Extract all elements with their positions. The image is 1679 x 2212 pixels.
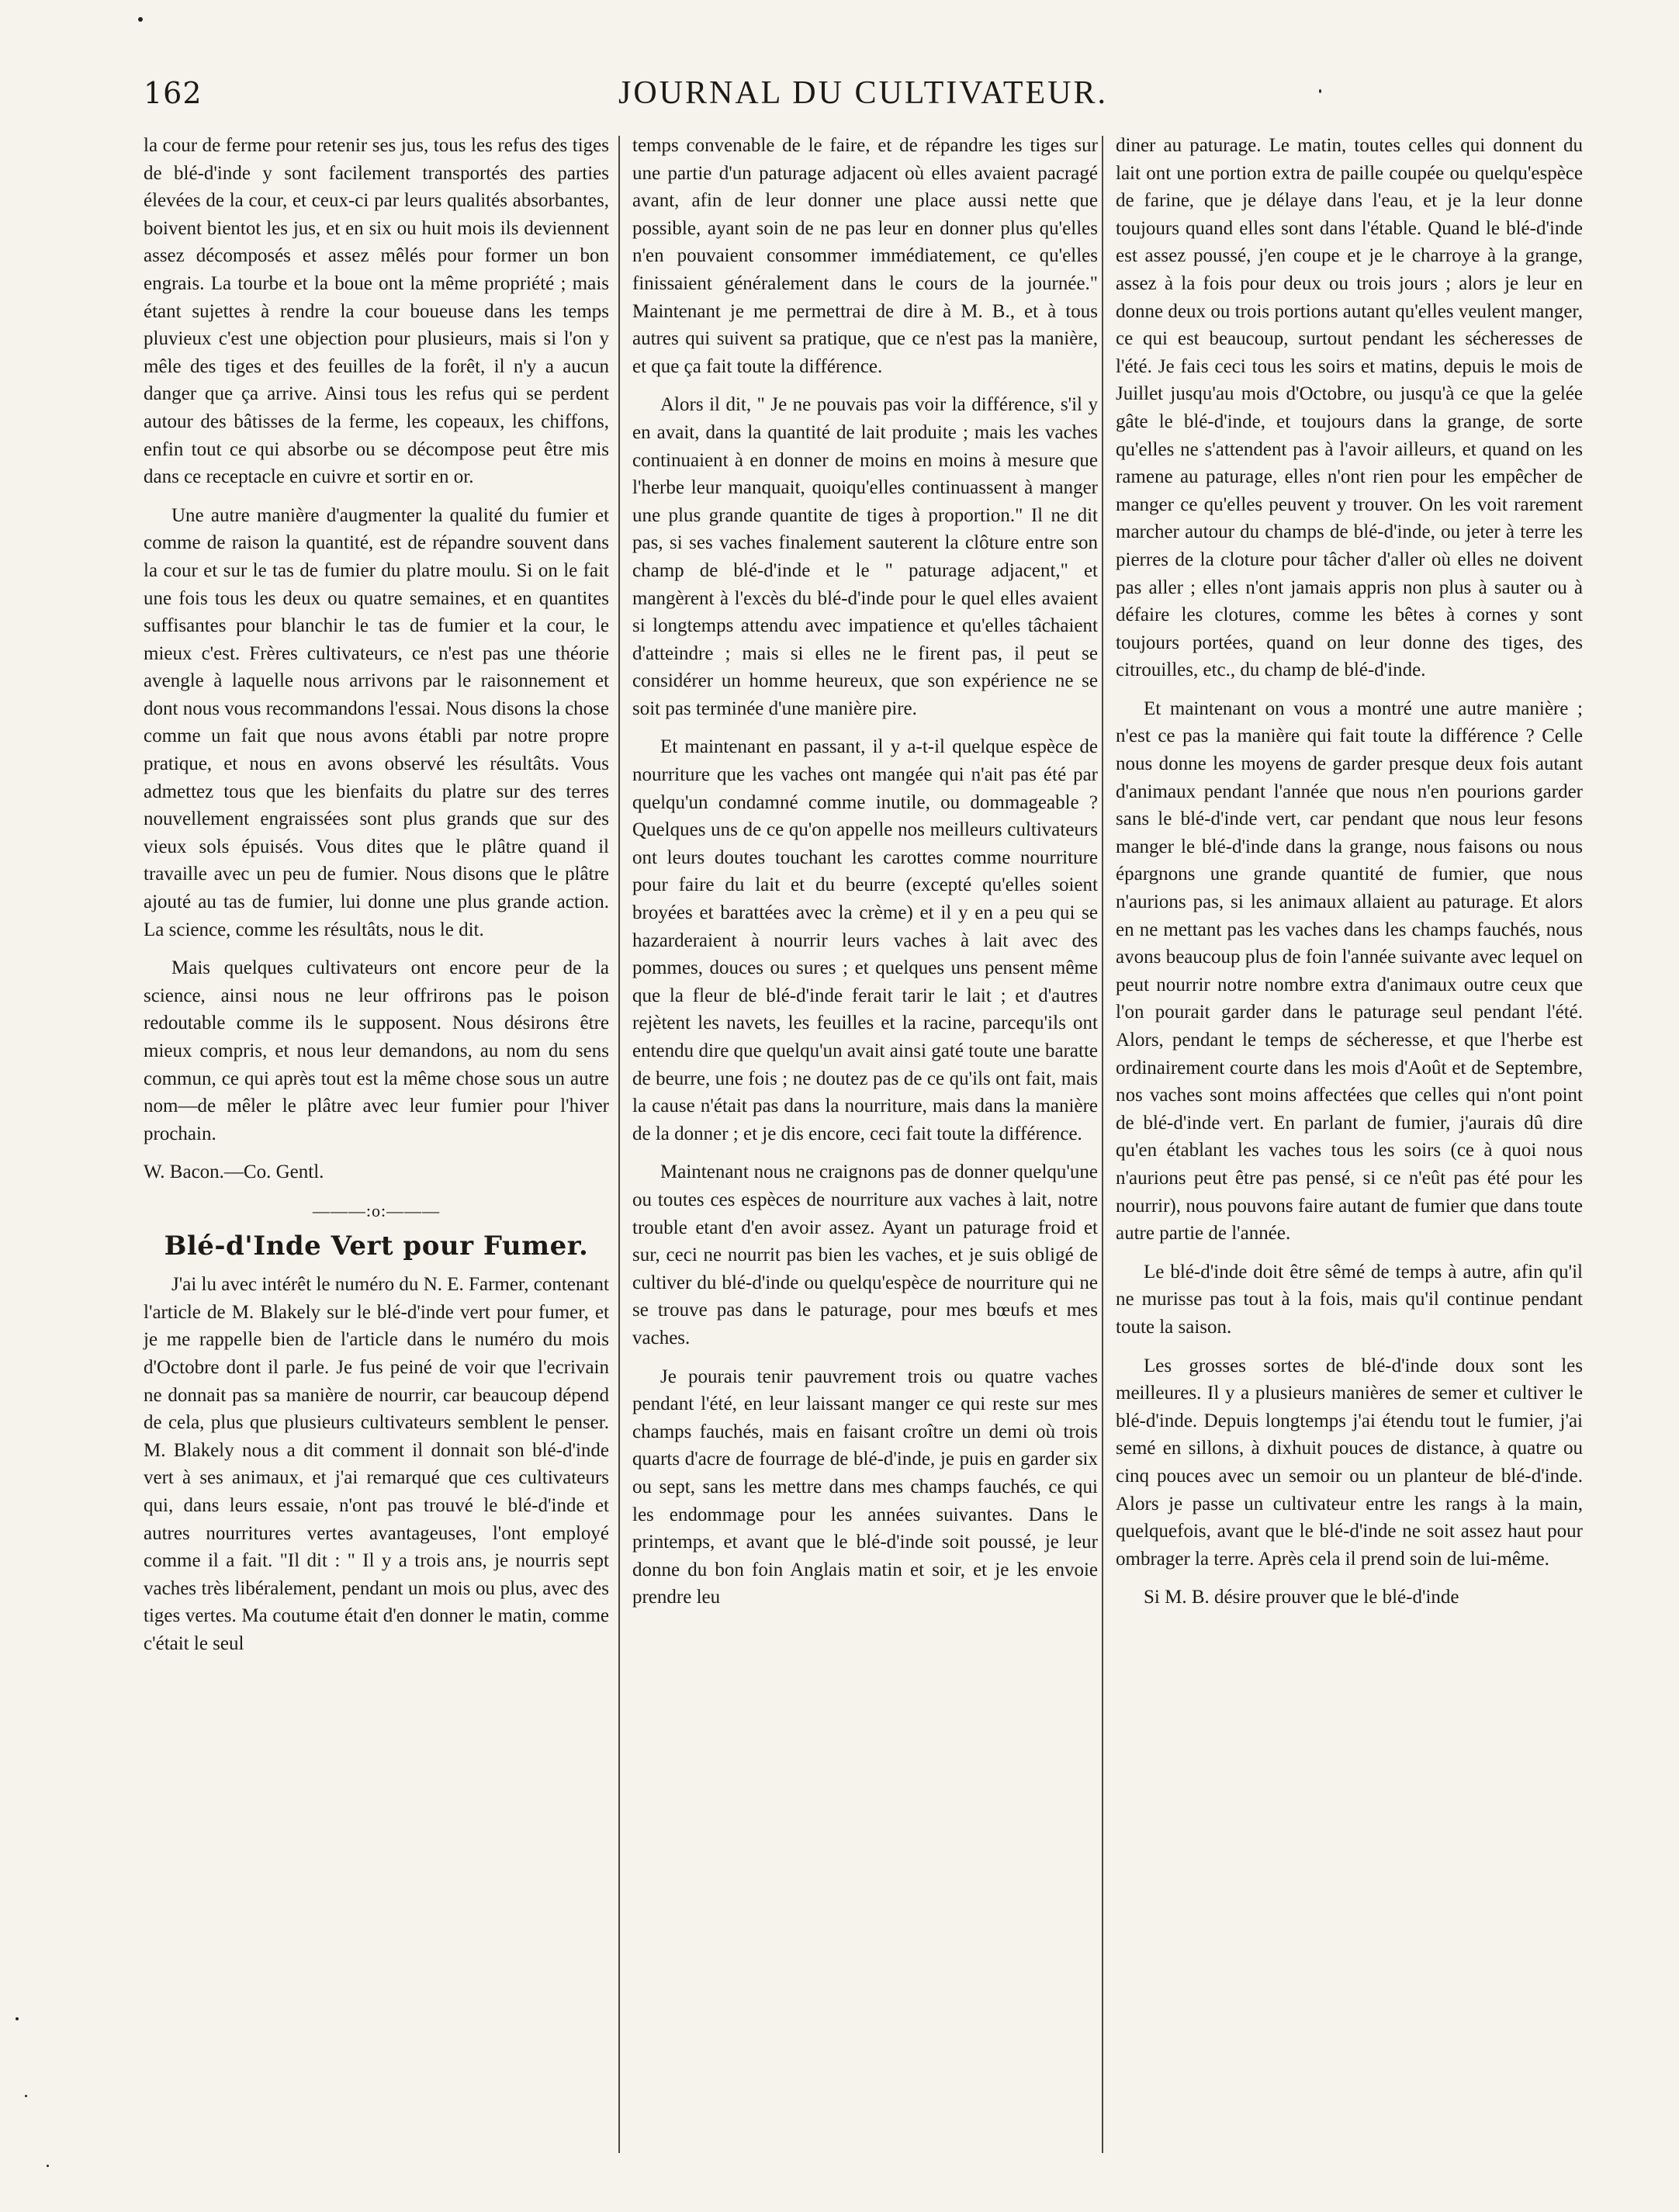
column-right	[1116, 132, 1583, 1622]
paragraph: Maintenant nous ne craignons pas de donner quelqu'une ou toutes ces espèces de nourriture aux vaches à lait, notre trouble etant d'en avoir assez. Ayant un paturage froid et sur, ceci ne nourrit pas bien les vaches, et je suis obligé de cultiver du blé-d'inde ou quelqu'espèce de nourriture qui ne se trouve pas dans le paturage, pour mes bœufs et mes vaches.	[632, 1161, 1098, 1348]
paragraph: Et maintenant en passant, il y a-t-il quelque espèce de nourriture que les vaches ont mangée qui n'ait pas été par quelqu'un condamné comme inutile, ou dommageable ? Quelques uns de ce qu'on appelle nos meilleurs cultivateurs ont leurs doutes touchant les carottes comme nourriture pour faire du lait et du beurre (excepté qu'elles soient broyées et barattées avec la crème) et il y en a peu qui se hazarderaient à nourrir leurs vaches à lait avec des pommes, douces ou sures ; et quelques uns pensent même que la fleur de blé-d'inde ferait tarir le lait ; et d'autres rejètent les navets, les feuilles et la racine, parcequ'ils ont entendu dire que quelqu'un avait ainsi gaté toute une baratte de beurre, une fois ; ne doutez pas de ce qu'ils ont fait, mais la cause n'était pas dans la nourriture, mais dans la manière de la donner ; et je dis encore, ceci fait toute la différence.	[632, 736, 1098, 1144]
ink-speck	[16, 2017, 19, 2020]
page-header	[144, 68, 1583, 123]
paragraph: Mais quelques cultivateurs ont encore peur de la science, ainsi nous ne leur offrirons pas le poison redoutable comme ils le supposent. Nous désirons être mieux compris, et nous leur demandons, au nom du sens commun, ce qui après tout est la même chose sous un autre nom—de mêler le plâtre avec leur fumier pour l'hiver prochain.	[144, 957, 609, 1144]
paragraph: la cour de ferme pour retenir ses jus, tous les refus des tiges de blé-d'inde y sont facilement transportés des parties élevées de la cour, et ceux-ci par leurs qualités absorbantes, boivent bientot les jus, et en six ou huit mois ils deviennent assez décomposés et assez mêlés pour former un bon engrais. La tourbe et la boue ont la même propriété ; mais étant sujettes à rendre la cour boueuse dans les temps pluvieux c'est une objection pour plusieurs, mais si l'on y mêle des tiges et des feuilles de la forêt, il n'y a aucun danger que ça arrive. Ainsi tous les refus qui se perdent autour des bâtisses de la ferme, les copeaux, les chiffons, enfin tout ce qui absorbe ou se décompose peut être mis dans ce receptacle en cuivre et sortir en or.	[144, 135, 609, 488]
paragraph: J'ai lu avec intérêt le numéro du N. E. Farmer, contenant l'article de M. Blakely sur le blé-d'inde vert pour fumer, et je me rappelle bien de l'article dans le numéro du mois d'Octobre dont il parle. Je fus peiné de voir que l'ecrivain ne donnait pas sa manière de nourrir, car beaucoup dépend de cela, plus que plusieurs cultivateurs semblent le penser. M. Blakely nous a dit comment il donnait son blé-d'inde vert à ses animaux, et j'ai remarqué que ces cultivateurs qui, dans leurs essaie, n'ont pas trouvé le blé-d'inde et autres nourritures vertes avantageuses, l'ont employé comme il a fait. "Il dit : " Il y a trois ans, je nourris sept vaches très libéralement, pendant un mois ou plus, avec des tiges vertes. Ma coutume était d'en donner le matin, comme c'était le seul	[144, 1274, 609, 1654]
paragraph: Si M. B. désire prouver que le blé-d'inde	[1144, 1587, 1459, 1608]
paragraph: diner au paturage. Le matin, toutes celles qui donnent du lait ont une portion extra de paille coupée ou quelqu'espèce de farine, que je délaye dans l'eau, et je la leur donne toujours quand elles sont dans l'étable. Quand le blé-d'inde est assez poussé, j'en coupe et je le charroye à la grange, assez à la fois pour deux ou trois jours ; alors je leur en donne deux ou trois portions autant qu'elles veulent manger, ce qui est beaucoup, surtout pendant les sécheresses de l'été. Je fais ceci tous les soirs et matins, depuis le mois de Juillet jusqu'au mois d'Octobre, ou jusqu'à ce que la gelée gâte le blé-d'inde, et toujours dans la grange, de sorte qu'elles ne s'attendent pas à l'avoir ailleurs, et quand on les ramene au paturage, elles n'ont rien pour les empêcher de manger ce qu'elles peuvent y trouver. On les voit rarement marcher autour du champs de blé-d'inde, ou jeter à terre les pierres de la cloture pour tâcher d'aller où elles ne doivent pas aller ; elles n'ont jamais appris non plus à sauter ou à défaire les clotures, comme les bêtes à cornes y sont toujours portées, quand on leur donne des tiges, des citrouilles, etc., du champ de blé-d'inde.	[1116, 135, 1583, 681]
section-separator: ———:o:———	[312, 1200, 441, 1220]
article-signature: W. Bacon.—Co. Gentl.	[144, 1161, 324, 1183]
paragraph: Alors il dit, " Je ne pouvais pas voir la différence, s'il y en avait, dans la quantité de lait produite ; mais les vaches continuaient à en donner de moins en moins à mesure que l'herbe leur manquait, quoiqu'elles continuassent à manger une plus grande quantite de tiges à proportion." Il ne dit pas, si ses vaches finalement sauterent la clôture entre son champ de blé-d'inde et le " paturage adjacent," et mangèrent à l'excès du blé-d'inde pour le quel elles avaient si longtemps attendu avec impatience et qu'elles tâchaient d'atteindre ; mais si elles ne le firent pas, il peut se considérer un homme heureux, que son expérience ne se soit pas terminée d'une manière pire.	[632, 394, 1098, 719]
journal-title: JOURNAL DU CULTIVATEUR.	[618, 75, 1108, 111]
paragraph: Les grosses sortes de blé-d'inde doux sont les meilleures. Il y a plusieurs manières de semer et cultiver le blé-d'inde. Depuis longtemps j'ai étendu tout le fumier, j'ai semé en sillons, à dixhuit pouces de distance, à quatre ou cinq pouces avec un semoir ou un planteur de blé-d'inde. Alors je passe un cultivateur entre les rangs à la main, quelquefois, avant que le blé-d'inde ne soit assez haut pour ombrager la terre. Après cela il prend soin de lui-même.	[1116, 1355, 1583, 1570]
ink-speck	[25, 2095, 27, 2097]
section-heading: Blé-d'Inde Vert pour Fumer.	[164, 1230, 589, 1262]
ink-speck	[47, 2165, 49, 2167]
paragraph: Le blé-d'inde doit être sêmé de temps à autre, afin qu'il ne murisse pas tout à la fois, mais qu'il continue pendant toute la saison.	[1116, 1261, 1583, 1338]
paragraph: Une autre manière d'augmenter la qualité du fumier et comme de raison la quantité, est de répandre souvent dans la cour et sur le tas de fumier du platre moulu. Si on le fait une fois tous les deux ou quatre semaines, et en quantites suffisantes pour blanchir le tas de fumier et la cour, le mieux c'est. Frères cultivateurs, ce n'est pas une théorie avengle à laquelle nous arrivons par le raisonnement et dont nous vous recommandons l'essai. Nous disons la chose comme un fait que nous avons établi par notre propre pratique, et nous en avons observé les résultâts. Vous admettez tous que les bienfaits du platre sur des terres nouvellement engraissées sont plus grands que sur des vieux sols épuisés. Vous dites que le plâtre quand il travaille avec un peu de fumier. Nous disons que le plâtre ajouté au tas de fumier, lui donne une plus grande action. La science, comme les résultâts, nous le dit.	[144, 504, 609, 940]
column-divider	[618, 136, 620, 2153]
paragraph: Et maintenant on vous a montré une autre manière ; n'est ce pas la manière qui fait toute la différence ? Celle nous donne les moyens de garder presque deux fois autant d'animaux pendant l'année que nous n'en pourions garder sans le blé-d'inde vert, car pendant que nous leur fesons manger le blé-d'inde dans la grange, nous faisons ou nous épargnons une grande quantité de fumier, que nous n'aurions pas, si les animaux allaient au paturage. Et alors en ne mettant pas les vaches dans les champs fauchés, nous avons beaucoup plus de foin l'année suivante avec lequel on peut nourrir notre nombre extra d'animaux outre ceux que l'on pourait garder dans le paturage seul pendant l'été. Alors, pendant le temps de sécheresse, et que l'herbe est ordinairement courte dans les mois d'Août et de Septembre, nos vaches sont moins affectées que celles qui n'ont point de blé-d'inde vert. En parlant de fumier, j'aurais dû dire qu'en établant les vaches tous les soirs (ce à quoi nous n'aurions peut être pas pensé, si ce n'eût pas été pour les nourrir), nous pouvons faire autant de fumier que dans toute autre partie de l'année.	[1116, 698, 1583, 1244]
ink-speck	[138, 17, 143, 22]
column-divider	[1102, 136, 1103, 2153]
paragraph: Je pourais tenir pauvrement trois ou quatre vaches pendant l'été, en leur laissant manger ce qui reste sur mes champs fauchés, mais en faisant croître un demi où trois quarts d'acre de fourrage de blé-d'inde, je puis en garder six ou sept, sans les mettre dans mes champs fauchés, ce qui les endommage pour les années suivantes. Dans le printemps, et avant que le blé-d'inde soit poussé, je leur donne du bon foin Anglais matin et soir, et je les envoie prendre leu	[632, 1366, 1098, 1608]
page-number: 162	[144, 76, 203, 110]
column-left	[144, 132, 609, 1668]
ink-speck	[1319, 89, 1321, 93]
column-middle	[632, 132, 1098, 1622]
paragraph: temps convenable de le faire, et de répandre les tiges sur une partie d'un paturage adjacent où elles avaient pacragé avant, afin de leur donner une place aussi nette que possible, ayant soin de ne pas leur en donner plus qu'elles n'en pouvaient consommer immédiatement, ce qu'elles finissaient généralement dans le cours de la journée." Maintenant je me permettrai de dire à M. B., et à tous autres qui suivent sa pratique, que ce n'est pas la manière, et que ça fait toute la différence.	[632, 135, 1098, 377]
